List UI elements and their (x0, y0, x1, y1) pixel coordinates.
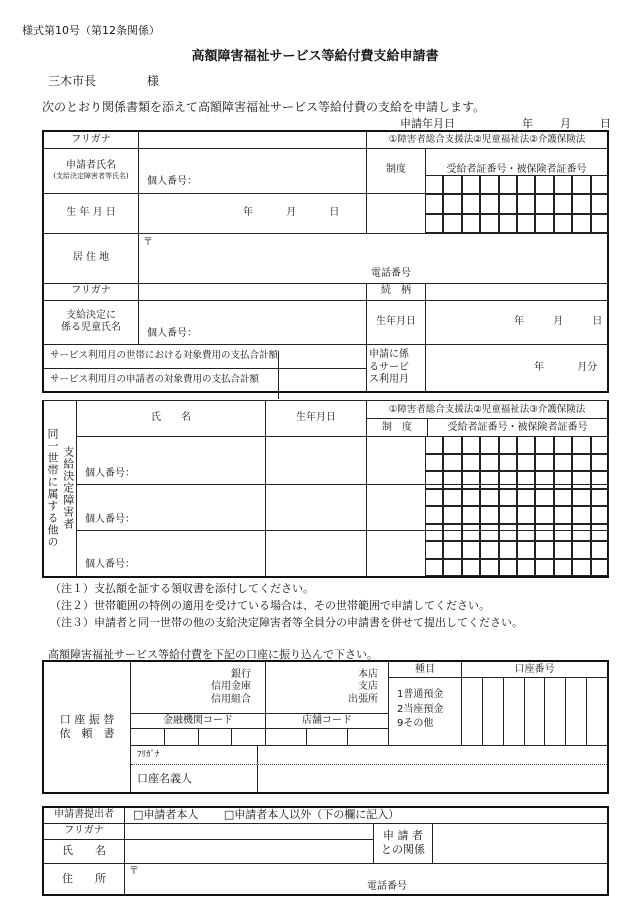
cert-digit-box[interactable] (480, 541, 498, 559)
applicant-system-label: 制度 (367, 148, 426, 193)
applicant-furigana-label: フリガナ (43, 131, 139, 148)
cert-digit-box[interactable] (443, 436, 461, 454)
birth-month-unit: 月 (286, 206, 297, 218)
cert-digit-box[interactable] (572, 471, 590, 489)
household-member-3-name[interactable] (77, 531, 266, 577)
cert-digit-box[interactable] (517, 471, 535, 489)
cert-digit-box[interactable] (554, 214, 572, 233)
bank-table (42, 660, 609, 794)
digit-box[interactable] (545, 678, 566, 745)
cert-digit-box[interactable] (425, 489, 443, 507)
cert-digit-box[interactable] (443, 175, 461, 194)
digit-box[interactable] (587, 678, 607, 745)
account-type-label: 種目 (389, 662, 461, 678)
household-side-label-1: 支給決定障害者 (61, 446, 75, 531)
applicant-birth-field[interactable] (139, 193, 367, 233)
branch-code-label: 店舗コード (266, 713, 388, 729)
cert-digit-box[interactable] (425, 454, 443, 472)
submitter-label: 申請書提出者 (43, 807, 125, 823)
submitter-relation-label-1: 申 請 者 (383, 829, 423, 843)
cert-digit-box[interactable] (480, 454, 498, 472)
applicant-name-label: 申請者氏名 (66, 159, 116, 171)
cert-digit-box[interactable] (499, 489, 517, 507)
cert-digit-box[interactable] (517, 194, 535, 213)
cert-digit-box[interactable] (462, 175, 480, 194)
bank-name-field[interactable] (131, 661, 266, 713)
child-birth-day-unit: 日 (592, 315, 603, 327)
child-birth-field[interactable] (426, 300, 609, 344)
cert-digit-box[interactable] (535, 471, 553, 489)
bank-code-cell (131, 713, 266, 746)
submitter-name-label: 氏 名 (43, 839, 125, 863)
intro-text: 次のとおり関係書類を添えて高額障害福祉サービス等給付費の支給を申請します。 (42, 100, 486, 114)
cert-digit-box[interactable] (517, 175, 535, 194)
cert-digit-box[interactable] (443, 489, 461, 507)
cert-digit-box[interactable] (591, 436, 609, 454)
date-day: 日 (600, 117, 611, 130)
branch-type-3: 出張所 (348, 693, 378, 705)
digit-box[interactable] (232, 729, 265, 745)
child-furigana-label: フリガナ (43, 283, 139, 300)
cert-digit-box[interactable] (572, 506, 590, 524)
submitter-address-label: 住 所 (43, 863, 125, 895)
digit-box[interactable] (199, 729, 233, 745)
cert-digit-box[interactable] (517, 436, 535, 454)
applicant-furigana-field[interactable] (139, 131, 367, 148)
holder-name-field[interactable] (258, 765, 607, 792)
applicant-birth-label: 生 年 月 日 (43, 193, 139, 233)
cert-digit-box[interactable] (462, 471, 480, 489)
cert-digit-box[interactable] (499, 194, 517, 213)
submitter-relation-field[interactable] (433, 823, 609, 863)
applicant-cert-label: 受給者証番号・被保険者証番号 (426, 148, 609, 193)
submitter-table (42, 806, 609, 896)
household-side-label (43, 401, 77, 577)
cert-digit-box[interactable] (535, 541, 553, 559)
digit-box[interactable] (504, 678, 525, 745)
birth-year-unit: 年 (243, 206, 253, 218)
cert-digit-box[interactable] (462, 454, 480, 472)
cert-digit-box[interactable] (443, 506, 461, 524)
cert-digit-box[interactable] (572, 454, 590, 472)
cert-digit-box[interactable] (499, 175, 517, 194)
form-number: 様式第10号（第12条関係） (22, 24, 160, 37)
application-date-label: 申請年月日 (400, 117, 455, 130)
digit-box[interactable] (525, 678, 546, 745)
cert-digit-box[interactable] (572, 524, 590, 542)
digit-box[interactable] (483, 678, 504, 745)
child-mynumber-label: 個人番号： (147, 328, 197, 339)
cert-digit-box[interactable] (480, 214, 498, 233)
account-number-cell (462, 661, 609, 746)
cert-digit-box[interactable] (591, 175, 609, 194)
cert-digit-box[interactable] (535, 194, 553, 213)
applicant-total-label: サービス利用月の申請者の対象費用の支払合計額 (43, 368, 367, 392)
cert-digit-box[interactable] (591, 454, 609, 472)
cert-digit-box[interactable] (591, 559, 609, 577)
cert-digit-box[interactable] (554, 454, 572, 472)
service-month-label-2: るサービ (369, 361, 409, 373)
cert-digit-box[interactable] (535, 436, 553, 454)
applicant-address-field[interactable] (139, 233, 609, 283)
bank-type-1: 銀行 (231, 668, 251, 680)
date-year: 年 (522, 117, 533, 130)
cert-digit-box[interactable] (462, 559, 480, 577)
household-member-2-mynumber: 個人番号： (85, 513, 135, 525)
cert-digit-box[interactable] (462, 194, 480, 213)
cert-digit-box[interactable] (517, 559, 535, 577)
cert-digit-box[interactable] (499, 214, 517, 233)
digit-box[interactable] (566, 678, 587, 745)
submitter-relation-label-2: との関係 (381, 843, 425, 856)
cert-digit-box[interactable] (480, 524, 498, 542)
child-relation-field[interactable] (426, 283, 609, 300)
cert-digit-box[interactable] (443, 559, 461, 577)
cert-digit-box[interactable] (499, 524, 517, 542)
cert-digit-box[interactable] (425, 559, 443, 577)
cert-digit-box[interactable] (499, 454, 517, 472)
digit-box[interactable] (165, 729, 199, 745)
child-relation-label: 続 柄 (367, 283, 426, 300)
cert-digit-box[interactable] (572, 559, 590, 577)
child-birth-year-unit: 年 (514, 315, 524, 327)
submitter-options (125, 807, 609, 823)
note-1: （注１）支払額を証する領収書を添付してください。 (50, 582, 314, 595)
cert-digit-box[interactable] (554, 175, 572, 194)
cert-digit-box[interactable] (591, 541, 609, 559)
household-cert-label: 受給者証番号・被保険者証番号 (447, 422, 588, 433)
cert-digit-box[interactable] (480, 194, 498, 213)
account-number-grid[interactable] (462, 678, 607, 745)
cert-digit-box[interactable] (535, 524, 553, 542)
cert-digit-box[interactable] (554, 506, 572, 524)
cert-digit-box[interactable] (480, 559, 498, 577)
applicant-name-field[interactable] (139, 148, 367, 193)
cert-digit-box[interactable] (443, 194, 461, 213)
note-3: （注３）申請者と同一世帯の他の支給決定障害者等全員分の申請書を併せて提出してください。 (50, 616, 523, 629)
cert-digit-box[interactable] (480, 436, 498, 454)
cert-digit-box[interactable] (535, 175, 553, 194)
cert-digit-box[interactable] (443, 214, 461, 233)
holder-kana-field[interactable] (258, 746, 607, 764)
digit-box[interactable] (307, 729, 348, 745)
cert-digit-box[interactable] (554, 559, 572, 577)
postal-mark: 〒 (143, 236, 153, 248)
birth-day-unit: 日 (329, 206, 340, 218)
applicant-system-field[interactable] (367, 193, 426, 233)
submitter-option-other[interactable]: □申請者本人以外（下の欄に記入） (223, 808, 400, 822)
cert-digit-box[interactable] (535, 454, 553, 472)
cert-digit-box[interactable] (499, 559, 517, 577)
submitter-postal-mark: 〒 (129, 865, 139, 877)
holder-kana-label: ﾌﾘｶﾞﾅ (131, 746, 258, 764)
transfer-label-cell (43, 661, 131, 793)
transfer-label-1: 口 座 振 替 (59, 713, 115, 727)
applicant-cert-grid (425, 175, 609, 233)
household-member-2-birth[interactable] (266, 485, 367, 531)
cert-digit-box[interactable] (572, 194, 590, 213)
cert-digit-box[interactable] (499, 541, 517, 559)
cert-digit-box[interactable] (535, 506, 553, 524)
applicant-phone-label: 電話番号 (371, 268, 411, 279)
cert-digit-box[interactable] (517, 454, 535, 472)
holder-label: 口座名義人 (131, 765, 258, 792)
honorific: 様 (147, 74, 160, 88)
service-month-field[interactable] (426, 344, 609, 392)
branch-code-cell (266, 713, 389, 746)
branch-type-1: 本店 (358, 668, 378, 680)
child-birth-month-unit: 月 (553, 315, 564, 327)
cert-digit-box[interactable] (535, 559, 553, 577)
cert-digit-box[interactable] (425, 541, 443, 559)
bank-type-2: 信用金庫 (211, 681, 251, 693)
transfer-label-2: 依 頼 書 (59, 727, 115, 740)
cert-digit-box[interactable] (480, 489, 498, 507)
household-member-3-birth[interactable] (266, 531, 367, 577)
service-month-label-3: ス利用月 (369, 374, 409, 385)
submitter-option-self[interactable]: □申請者本人 (133, 808, 199, 822)
cert-digit-box[interactable] (425, 524, 443, 542)
payment-divider (278, 351, 279, 399)
cert-digit-box[interactable] (554, 194, 572, 213)
cert-digit-box[interactable] (443, 541, 461, 559)
cert-digit-box[interactable] (425, 471, 443, 489)
submitter-name-field[interactable] (125, 839, 374, 863)
household-law-cell (367, 401, 609, 437)
digit-box[interactable] (462, 678, 483, 745)
cert-digit-box[interactable] (425, 214, 443, 233)
digit-box[interactable] (266, 729, 307, 745)
cert-digit-box[interactable] (591, 524, 609, 542)
household-birth-col: 生年月日 (266, 401, 367, 437)
account-holder-cell (131, 746, 609, 794)
cert-digit-box[interactable] (480, 471, 498, 489)
cert-digit-box[interactable] (591, 471, 609, 489)
bank-code-grid[interactable] (131, 729, 265, 745)
child-name-label-2: 係る児童氏名 (61, 322, 121, 333)
branch-type-2: 支店 (358, 681, 378, 693)
child-birth-label: 生年月日 (367, 300, 426, 344)
account-number-label: 口座番号 (462, 662, 607, 678)
branch-code-grid[interactable] (266, 729, 388, 745)
cert-digit-box[interactable] (535, 489, 553, 507)
cert-digit-box[interactable] (572, 436, 590, 454)
cert-digit-box[interactable] (554, 436, 572, 454)
digit-box[interactable] (348, 729, 388, 745)
cert-digit-box[interactable] (499, 471, 517, 489)
cert-digit-box[interactable] (499, 436, 517, 454)
cert-digit-box[interactable] (517, 524, 535, 542)
addressee: 三木市長 (48, 74, 97, 88)
bank-code-label: 金融機関コード (131, 713, 265, 729)
cert-digit-box[interactable] (591, 506, 609, 524)
submitter-furigana-field[interactable] (125, 823, 374, 839)
cert-digit-box[interactable] (443, 524, 461, 542)
submitter-phone-label: 電話番号 (367, 880, 407, 892)
applicant-law-header: ①障害者総合支援法②児童福祉法②介護保険法 (367, 131, 609, 148)
applicant-name-sublabel: (支給決定障害者等氏名) (53, 172, 129, 181)
service-month-label (367, 344, 426, 392)
cert-digit-box[interactable] (517, 541, 535, 559)
child-name-field[interactable] (139, 300, 367, 344)
child-name-label-cell (43, 300, 139, 344)
household-member-2-name[interactable] (77, 485, 266, 531)
branch-name-field[interactable] (266, 661, 389, 713)
submitter-address-field[interactable] (125, 863, 609, 895)
household-cert-grid (425, 436, 609, 576)
cert-digit-box[interactable] (554, 524, 572, 542)
note-2: （注２）世帯範囲の特例の適用を受けている場合は、その世帯範囲で申請してください。 (50, 599, 490, 612)
cert-digit-box[interactable] (443, 454, 461, 472)
submitter-relation-label (374, 823, 433, 863)
cert-digit-box[interactable] (425, 194, 443, 213)
cert-digit-box[interactable] (499, 506, 517, 524)
service-month-unit: 月分 (577, 361, 598, 373)
household-member-1-mynumber: 個人番号： (85, 467, 135, 479)
cert-digit-box[interactable] (554, 471, 572, 489)
household-member-1-birth[interactable] (266, 437, 367, 485)
cert-digit-box[interactable] (480, 175, 498, 194)
cert-digit-box[interactable] (554, 489, 572, 507)
page-title: 高額障害福祉サービス等給付費支給申請書 (191, 49, 439, 64)
household-total-label: サービス利用月の世帯における対象費用の支払合計額 (43, 344, 367, 368)
applicant-address-label: 居 住 地 (43, 233, 139, 283)
cert-digit-box[interactable] (554, 541, 572, 559)
cert-digit-box[interactable] (535, 214, 553, 233)
applicant-name-label-cell (43, 148, 139, 193)
cert-digit-box[interactable] (591, 214, 609, 233)
cert-digit-box[interactable] (572, 489, 590, 507)
household-name-col: 氏 名 (77, 401, 266, 437)
household-member-3-mynumber: 個人番号： (85, 559, 135, 570)
cert-digit-box[interactable] (572, 541, 590, 559)
cert-digit-box[interactable] (425, 175, 443, 194)
cert-digit-box[interactable] (517, 489, 535, 507)
household-system-label: 制 度 (367, 419, 428, 436)
account-type-cell (389, 661, 462, 746)
household-member-1-name[interactable] (77, 437, 266, 485)
household-side-label-2: 同一世帯に属する他の (46, 428, 59, 549)
cert-digit-box[interactable] (462, 524, 480, 542)
cert-digit-box[interactable] (462, 489, 480, 507)
bank-intro: 高額障害福祉サービス等給付費を下記の口座に振り込んで下さい。 (48, 648, 378, 661)
cert-digit-box[interactable] (462, 214, 480, 233)
account-type-2[interactable]: 2当座預金 (397, 703, 444, 715)
cert-digit-box[interactable] (425, 506, 443, 524)
cert-digit-box[interactable] (425, 436, 443, 454)
service-year-unit: 年 (534, 361, 544, 373)
cert-digit-box[interactable] (462, 541, 480, 559)
applicant-mynumber-label: 個人番号： (147, 176, 197, 187)
cert-digit-box[interactable] (517, 506, 535, 524)
cert-digit-box[interactable] (591, 194, 609, 213)
bank-type-3: 信用組合 (211, 693, 251, 705)
cert-digit-box[interactable] (591, 489, 609, 507)
application-table (42, 130, 609, 393)
household-law-header: ①障害者総合支援法②児童福祉法③介護保険法 (367, 401, 607, 419)
cert-digit-box[interactable] (517, 214, 535, 233)
account-type-1[interactable]: 1普通預金 (397, 689, 444, 700)
cert-digit-box[interactable] (480, 506, 498, 524)
account-type-3[interactable]: 9その他 (397, 718, 434, 729)
service-month-label-1: 申請に係 (369, 349, 409, 360)
cert-digit-box[interactable] (462, 506, 480, 524)
child-furigana-field[interactable] (139, 283, 367, 300)
child-name-label-1: 支給決定に (66, 309, 116, 321)
cert-digit-box[interactable] (572, 175, 590, 194)
cert-digit-box[interactable] (443, 471, 461, 489)
digit-box[interactable] (131, 729, 165, 745)
cert-digit-box[interactable] (462, 436, 480, 454)
submitter-furigana-label: フリガナ (43, 823, 125, 839)
date-month: 月 (560, 117, 571, 130)
cert-digit-box[interactable] (572, 214, 590, 233)
